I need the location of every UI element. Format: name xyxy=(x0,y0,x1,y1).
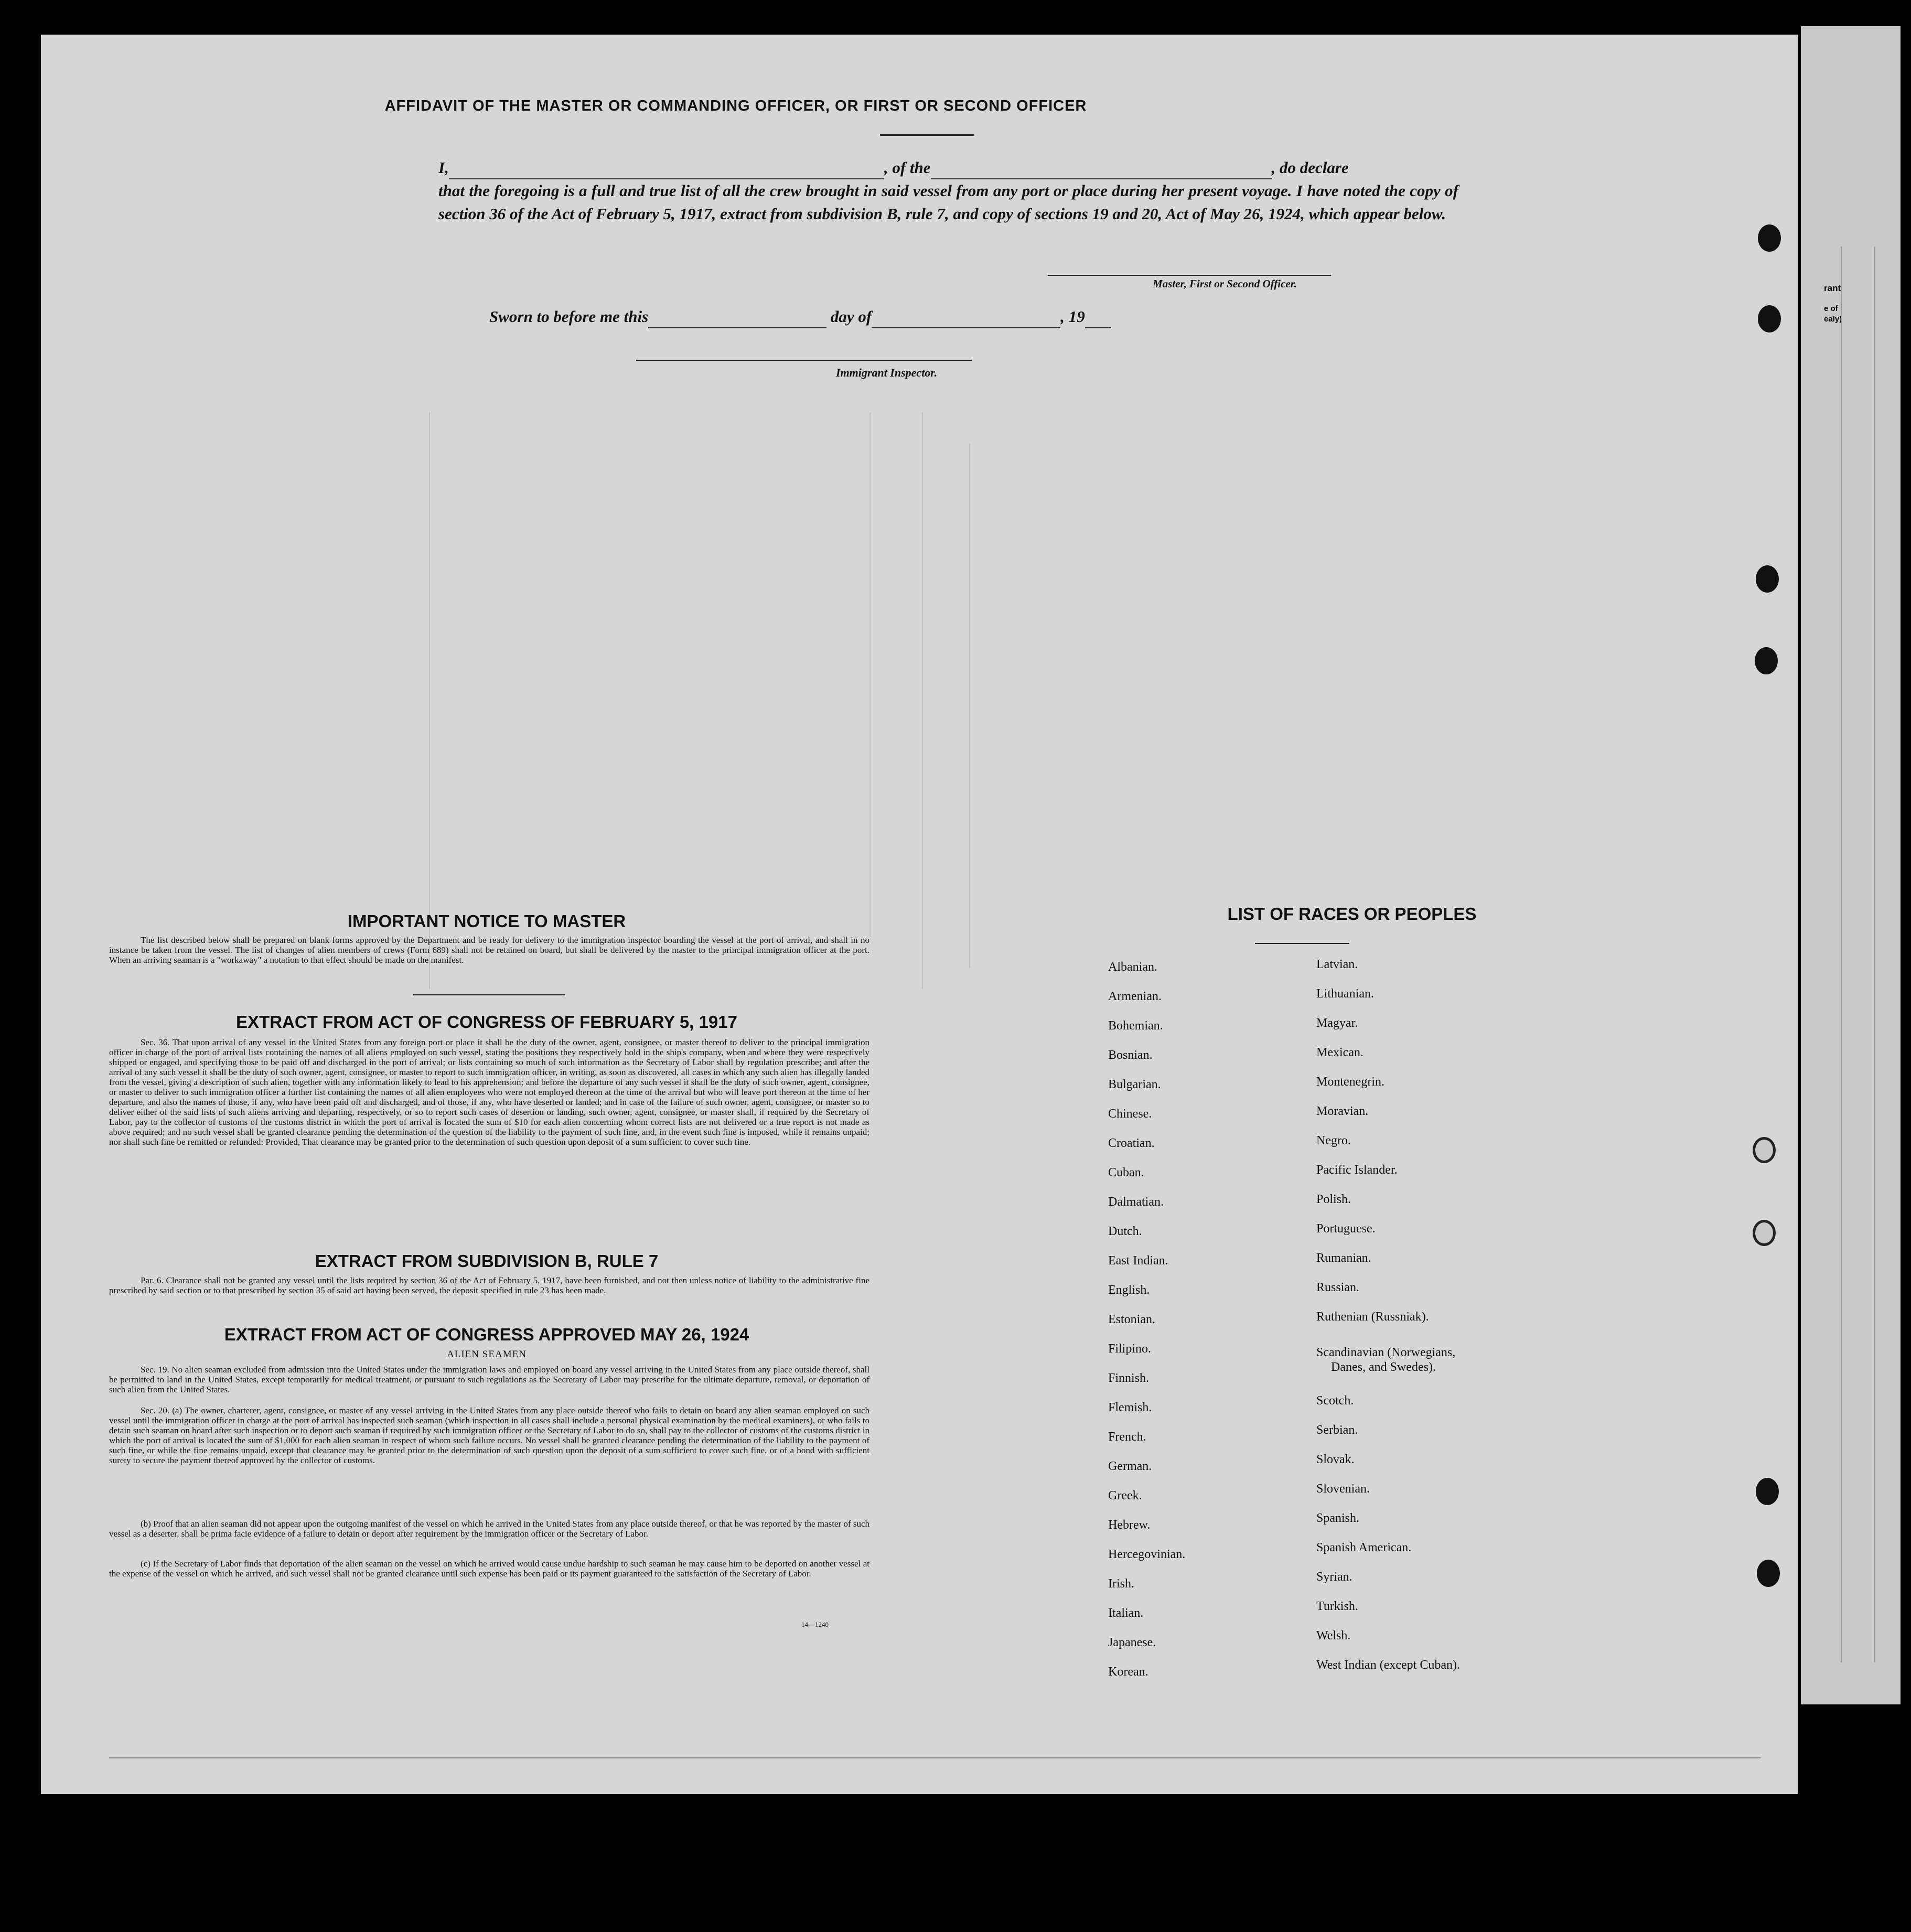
form-number: 14—1240 xyxy=(801,1620,829,1628)
race-item: Spanish. xyxy=(1316,1511,1360,1525)
race-item: Dutch. xyxy=(1108,1225,1142,1238)
race-item: Armenian. xyxy=(1108,990,1162,1003)
race-item: Negro. xyxy=(1316,1134,1351,1147)
race-item: Latvian. xyxy=(1316,958,1358,971)
notice-text: The list described below shall be prepared on blank forms approved by the Department and be ready for delivery to the immigration inspector boarding the vessel at the port of arrival, and shall in no instance be taken from the vessel. The list of changes of alien members of crews (Form 689) shall not be retained on board, but shall be delivered by the master to the principal immigration officer at the port. When an arriving seaman is a "workaway" a notation to that effect should be made on the manifest. xyxy=(109,935,869,965)
race-item: Bosnian. xyxy=(1108,1048,1153,1062)
master-signature-label: Master, First or Second Officer. xyxy=(1153,277,1297,290)
bleed-line xyxy=(869,412,871,937)
race-item: Slovenian. xyxy=(1316,1482,1370,1496)
race-item: Syrian. xyxy=(1316,1570,1352,1584)
binding-hole xyxy=(1758,305,1781,332)
affidavit-i: I, xyxy=(438,158,449,177)
race-item: Serbian. xyxy=(1316,1423,1358,1437)
inspector-signature-label: Immigrant Inspector. xyxy=(836,366,938,379)
extract-1917-title: EXTRACT FROM ACT OF CONGRESS OF FEBRUARY 5, 1917 xyxy=(236,1012,737,1032)
race-item: Hebrew. xyxy=(1108,1518,1151,1532)
affidavit-first-line xyxy=(438,156,1458,179)
edge-fragment: ealy) xyxy=(1824,315,1842,324)
race-item: Bulgarian. xyxy=(1108,1078,1161,1091)
binding-hole xyxy=(1756,565,1779,593)
race-item: Croatian. xyxy=(1108,1136,1155,1150)
race-item: Rumanian. xyxy=(1316,1251,1371,1265)
sec20a-text: Sec. 20. (a) The owner, charterer, agent, consignee, or master of any vessel arriving in the United States from any place outside thereof who fails to detain on board any alien seaman employed on such vessel until the immigration officer in charge at the port of arrival has inspected such seaman (which inspection in all cases shall include a personal physical examination by the medical examiners), or who fails to detain such seaman on board after such inspection or to deport such seaman if required by such immigration officer or the Secretary of Labor to do so, shall pay to the collector of customs of the customs district in which the port of arrival is located the sum of $1,000 for each alien seaman in respect of whom such failure occurs. No vessel shall be granted clearance pending the determination of the liability to the payment of such fine, or while the fine remains unpaid, except that clearance may be granted prior to the determination of such question upon the deposit of a sum sufficient to cover such fine, or of a bond with sufficient surety to secure the payment thereof approved by the collector of customs. xyxy=(109,1405,869,1465)
sworn-line xyxy=(489,305,1197,328)
affidavit-title: AFFIDAVIT OF THE MASTER OR COMMANDING OFFICER, OR FIRST OR SECOND OFFICER xyxy=(384,98,1087,114)
race-item: German. xyxy=(1108,1459,1152,1473)
binding-hole xyxy=(1755,647,1778,674)
race-item: East Indian. xyxy=(1108,1254,1168,1268)
bleed-line xyxy=(969,444,970,968)
race-item: Lithuanian. xyxy=(1316,987,1374,1001)
races-rule xyxy=(1255,943,1349,944)
day-of-text: day of xyxy=(830,307,872,326)
race-item: Slovak. xyxy=(1316,1453,1355,1466)
race-item: Danes, and Swedes). xyxy=(1331,1360,1436,1374)
sec19-text: Sec. 19. No alien seaman excluded from admission into the United States under the immigration laws and employed on board any vessel arriving in the United States from any place outside thereof, shall be permitted to land in the United States, except temporarily for medical treatment, or pursuant to such regulations as the Secretary of Labor may prescribe for the ultimate departure, removal, or deportation of such alien from the United States. xyxy=(109,1365,869,1394)
race-item: Mexican. xyxy=(1316,1046,1364,1059)
race-item: Dalmatian. xyxy=(1108,1195,1164,1209)
extract-1924-title: EXTRACT FROM ACT OF CONGRESS APPROVED MAY 26, 1924 xyxy=(224,1325,749,1344)
race-item: English. xyxy=(1108,1283,1150,1297)
sec20c-text: (c) If the Secretary of Labor finds that deportation of the alien seaman on the vessel on which he arrived would cause undue hardship to such seaman he may cause him to be deported on another vessel at the expense of the vessel on which he arrived, and such vessel shall not be granted clearance until such expense has been paid or its payment guaranteed to the satisfaction of the Secretary of Labor. xyxy=(109,1559,869,1579)
races-title: LIST OF RACES OR PEOPLES xyxy=(1227,904,1477,924)
race-item: Irish. xyxy=(1108,1577,1134,1591)
binding-hole xyxy=(1756,1478,1779,1505)
vessel-blank xyxy=(931,164,1272,179)
month-blank xyxy=(872,313,1060,328)
race-item: Turkish. xyxy=(1316,1600,1358,1613)
race-item: Ruthenian (Russniak). xyxy=(1316,1310,1429,1324)
race-item: Filipino. xyxy=(1108,1342,1152,1356)
affidavit-text: that the foregoing is a full and true list of all the crew brought in said vessel from any port or place during her present voyage. I have noted the copy of section 36 of the Act of February 5, 1917, extract from subdivision B, rule 7, and copy of sections 19 and 20, Act of May 26, 1924, which appear below. xyxy=(438,181,1458,223)
race-item: West Indian (except Cuban). xyxy=(1316,1658,1460,1672)
notice-rule xyxy=(413,994,565,995)
race-item: Montenegrin. xyxy=(1316,1075,1384,1089)
bleed-line xyxy=(429,412,430,989)
edge-fragment: e of xyxy=(1824,304,1838,313)
race-item: Flemish. xyxy=(1108,1401,1152,1414)
race-item: Finnish. xyxy=(1108,1371,1150,1385)
rule7-text: Par. 6. Clearance shall not be granted any vessel until the lists required by section 36 of the Act of February 5, 1917, have been furnished, and not then unless notice of liability to the administrative fine prescribed by said section or to that prescribed by section 35 of said act having been served, the deposit specified in rule 23 has been made. xyxy=(109,1275,869,1295)
race-item: Greek. xyxy=(1108,1489,1142,1502)
race-item: Moravian. xyxy=(1316,1104,1369,1118)
race-item: Magyar. xyxy=(1316,1016,1358,1030)
race-item: Spanish American. xyxy=(1316,1541,1412,1554)
binding-hole-ring xyxy=(1753,1220,1776,1246)
race-item: Scandinavian (Norwegians, xyxy=(1316,1346,1456,1359)
race-item: Portuguese. xyxy=(1316,1222,1376,1236)
race-item: Welsh. xyxy=(1316,1629,1351,1643)
race-item: Italian. xyxy=(1108,1606,1144,1620)
inspector-signature-line xyxy=(636,360,972,361)
notice-title: IMPORTANT NOTICE TO MASTER xyxy=(347,911,626,931)
binding-hole-ring xyxy=(1753,1137,1776,1163)
race-item: Pacific Islander. xyxy=(1316,1163,1398,1177)
binding-hole xyxy=(1758,224,1781,252)
race-item: Japanese. xyxy=(1108,1636,1156,1649)
master-signature-line xyxy=(1048,275,1331,276)
extract-1924-subtitle: ALIEN SEAMEN xyxy=(447,1349,527,1360)
affidavit-of-the: , of the xyxy=(884,158,931,177)
race-item: Korean. xyxy=(1108,1665,1148,1679)
title-rule xyxy=(880,134,974,136)
race-item: Polish. xyxy=(1316,1193,1351,1206)
extract-1917-text: Sec. 36. That upon arrival of any vessel in the United States from any foreign port or place it shall be the duty of the owner, agent, consignee, or master thereof to deliver to the principal immigration officer in charge of the port of arrival lists containing the names of all aliens employed on such vessel, stating the positions they respectively hold in the ship's company, when and where they were respectively shipped or engaged, and specifying those to be paid off and discharged in the port of arrival; or lists containing so much of such information as the Secretary of Labor shall by regulation prescribe; and after the arrival of any such vessel it shall be the duty of such owner, agent, consignee, or master to report to such immigration officer, in writing, as soon as discovered, all cases in which any such alien has illegally landed from the vessel, giving a description of such alien, together with any information likely to lead to his apprehension; and before the departure of any such vessel it shall be the duty of such owner, agent, consignee, or master to deliver to such immigration officer a further list containing the names of all alien employees who were not employed thereon at the time of the arrival but who will leave port thereon at the time of her departure, and also the names of those, if any, who have been paid off and discharged, and of those, if any, who have deserted or landed; and in case of the failure of such owner, agent, consignee, or master so to deliver either of the said lists of such aliens arriving and departing, respectively, or so to report such cases of desertion or landing, such owner, agent, consignee, or master shall, if required by the Secretary of Labor, pay to the collector of customs of the customs district in which the port of arrival is located the sum of $10 for each alien concerning whom correct lists are not delivered or a true report is not made as above required; and no such vessel shall be granted clearance pending the determination of the question of the liability to the payment of such fine, and, in the event such fine is imposed, while it remains unpaid; nor shall such fine be remitted or refunded: Provided, That clearance may be granted prior to the determination of such question upon deposit of a sum sufficient to cover such fine. xyxy=(109,1037,869,1147)
race-item: Bohemian. xyxy=(1108,1019,1163,1033)
race-item: Cuban. xyxy=(1108,1166,1144,1179)
year-text: , 19 xyxy=(1060,307,1085,326)
rule7-title: EXTRACT FROM SUBDIVISION B, RULE 7 xyxy=(315,1251,659,1271)
binding-hole xyxy=(1757,1560,1780,1587)
sec20b-text: (b) Proof that an alien seaman did not appear upon the outgoing manifest of the vessel on which he arrived in the United States from any place outside thereof, or that he was reported by the master of such vessel as a deserter, shall be prima facie evidence of a failure to detain or deport after requirement by the immigration officer or the Secretary of Labor. xyxy=(109,1519,869,1539)
edge-fragment: rant xyxy=(1824,283,1841,293)
race-item: Albanian. xyxy=(1108,960,1157,974)
adjacent-page-edge xyxy=(1801,26,1901,1704)
day-blank xyxy=(648,313,826,328)
bottom-edge-line xyxy=(109,1757,1761,1758)
year-blank xyxy=(1085,313,1111,328)
sworn-text: Sworn to before me this xyxy=(489,307,649,326)
race-item: Hercegovinian. xyxy=(1108,1548,1186,1561)
race-item: Scotch. xyxy=(1316,1394,1354,1408)
bleed-line xyxy=(922,412,923,989)
race-item: Chinese. xyxy=(1108,1107,1152,1121)
race-item: French. xyxy=(1108,1430,1146,1444)
affidavit-declare: , do declare xyxy=(1271,158,1349,177)
name-blank xyxy=(449,164,884,179)
document-sheet xyxy=(41,35,1798,1794)
race-item: Estonian. xyxy=(1108,1313,1155,1326)
race-item: Russian. xyxy=(1316,1281,1360,1294)
